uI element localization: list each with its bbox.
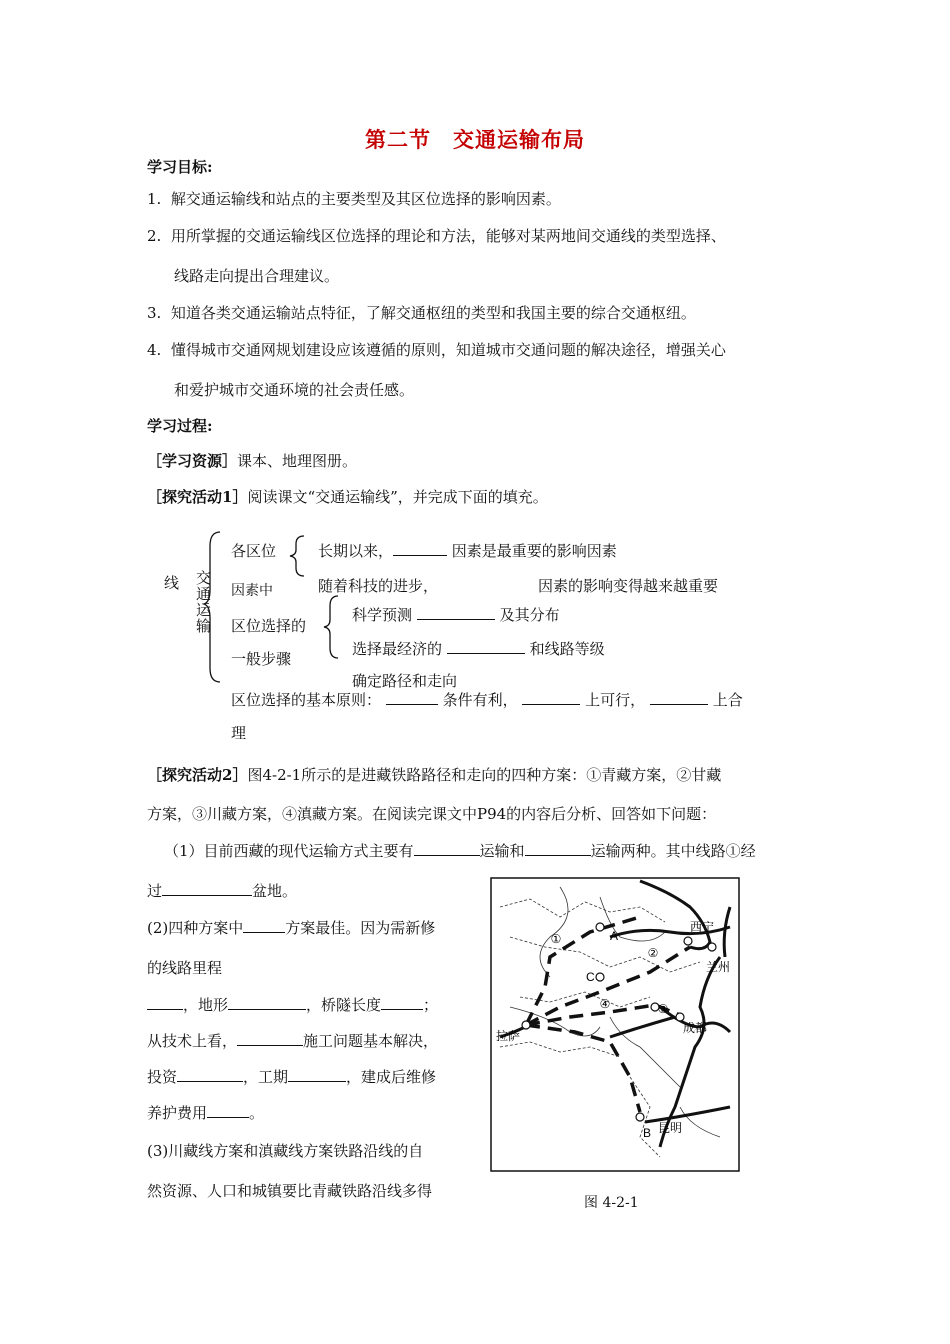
question-2-b: 的线路里程 [147,959,223,977]
diagram-root-b: 交 通 运 输 [196,569,212,635]
question-2-d: 从技术上看， 施工问题基本解决， [147,1032,439,1050]
factor-line-2: 随着科技的进步， 因素的影响变得越来越重要 [318,577,719,595]
map-caption: 图 4-2-1 [584,1195,639,1211]
step-2: 选择最经济的 和线路等级 [352,640,605,658]
map-letter-c: C [586,970,595,984]
question-2-e: 投资 ，工期 ，建成后维修 [147,1068,437,1086]
objective-1: 1. 解交通运输线和站点的主要类型及其区位选择的影响因素。 [147,190,561,208]
principle-line-2: 理 [231,724,247,742]
map-letter-a: A [610,929,619,943]
question-2-a: (2)四种方案中 方案最佳。因为需新修 [147,919,436,937]
question-3-b: 然资源、人口和城镇要比青藏铁路沿线多得 [147,1182,433,1200]
diagram-root-a: 线 [164,574,180,592]
objective-2: 2. 用所掌握的交通运输线区位选择的理论和方法，能够对某两地间交通线的类型选择、 [147,227,726,245]
activity-2-line-1: ［探究活动2］图4-2-1所示的是进藏铁路路径和走向的四种方案：①青藏方案，②甘藏 [147,766,722,784]
question-2-f: 养护费用 。 [147,1104,265,1122]
step-1: 科学预测 及其分布 [352,606,560,624]
objective-4: 4. 懂得城市交通网规划建设应该遵循的原则，知道城市交通问题的解决途径，增强关心 [147,341,726,359]
route-1: ① [550,932,562,946]
process-heading: 学习过程: [147,417,213,435]
city-xining: 西宁 [689,920,715,934]
principle-line: 区位选择的基本原则： 条件有利， 上可行， 上合 [231,691,743,709]
map-letter-b: B [643,1126,652,1140]
question-1: （1）目前西藏的现代运输方式主要有 运输和 运输两种。其中线路①经 [164,842,756,860]
objectives-heading: 学习目标: [147,158,213,176]
question-2-c: ，地形 ，桥隧长度 ； [147,994,438,1015]
objective-2-cont: 线路走向提出合理建议。 [174,267,340,285]
route-4: ④ [599,997,611,1011]
railway-map [490,877,740,1172]
activity-2-line-2: 方案，③川藏方案，④滇藏方案。在阅读完课文中P94的内容后分析、回答如下问题： [147,805,717,823]
route-3: ③ [657,1002,669,1016]
route-2: ② [647,946,659,960]
learning-resources: ［学习资源］课本、地理图册。 [147,452,358,470]
step-3: 确定路径和走向 [352,672,458,690]
factor-label-2: 因素中 [231,583,273,599]
objective-4-cont: 和爱护城市交通环境的社会责任感。 [174,381,415,399]
steps-label: 区位选择的 [231,617,307,635]
city-lhasa: 拉萨 [495,1029,521,1043]
city-chengdu: 成都 [682,1021,708,1035]
page-title: 第二节 交通运输布局 [365,127,585,152]
city-lanzhou: 兰州 [705,960,731,974]
objective-3: 3. 知道各类交通运输站点特征，了解交通枢纽的类型和我国主要的综合交通枢纽。 [147,304,696,322]
city-kunming: 昆明 [657,1121,683,1135]
factor-line-1: 长期以来， 因素是最重要的影响因素 [318,542,617,560]
factor-label: 各区位 [231,542,277,560]
question-3-a: (3)川藏线方案和滇藏线方案铁路沿线的自 [147,1142,424,1160]
question-1-line-2: 过 盆地。 [147,882,298,900]
steps-label-2: 一般步骤 [231,650,292,668]
activity-1: ［探究活动1］阅读课文“交通运输线”，并完成下面的填充。 [147,488,548,506]
